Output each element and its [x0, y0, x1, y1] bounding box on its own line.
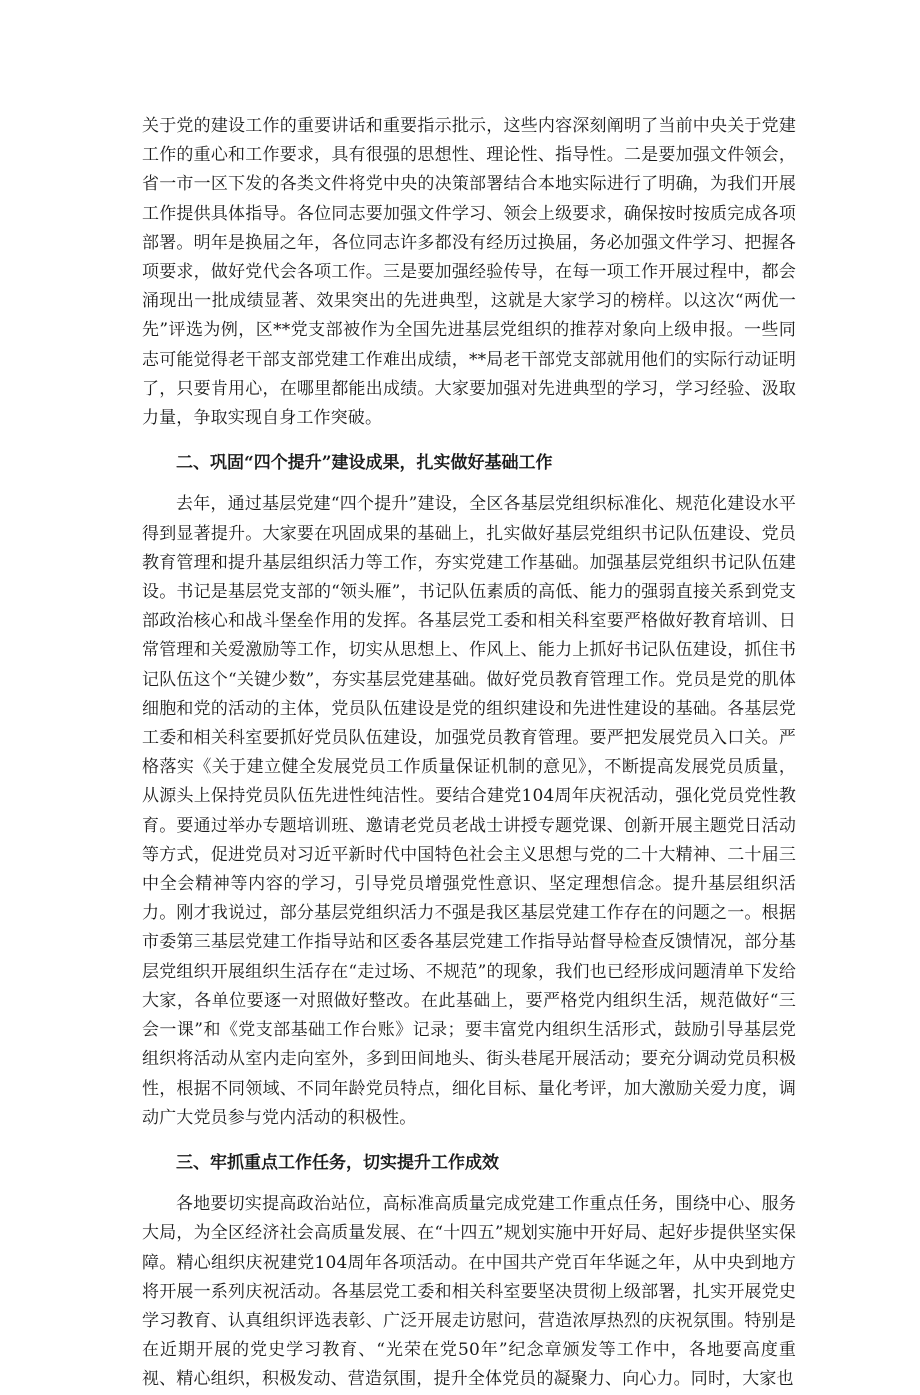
- document-page: [142, 112, 796, 1395]
- spacer: [142, 1178, 796, 1190]
- body-paragraph-3: 各地要切实提高政治站位，高标准高质量完成党建工作重点任务，围绕中心、服务大局，为全区经济社会高质量发展、在“十四五”规划实施中开好局、起好步提供坚实保障。精心组织庆祝建党104周年各项活动。在中国共产党百年华诞之年，从中央到地方将开展一系列庆祝活动。各基层党工委和相关科室要坚决贯彻上级部署，扎实开展党史学习教育、认真组织评选表彰、广泛开展走访慰问，营造浓厚热烈的庆祝氛围。特别是在近期开展的党史学习教育、“光荣在党50年”纪念章颁发等工作中，各地要高度重视、精心组织，积极发动、营造氛围，提升全体党员的凝聚力、向心力。同时，大家也: [142, 1194, 796, 1390]
- body-paragraph-1: 关于党的建设工作的重要讲话和重要指示批示，这些内容深刻阐明了当前中央关于党建工作的重心和工作要求，具有很强的思想性、理论性、指导性。二是要加强文件领会，省一市一区下发的各类文件将党中央的决策部署结合本地实际进行了明确，为我们开展工作提供具体指导。各位同志要加强文件学习、领会上级要求，确保按时按质完成各项部署。明年是换届之年，各位同志许多都没有经历过换届，务必加强文件学习、把握各项要求，做好党代会各项工作。三是要加强经验传导，在每一项工作开展过程中，都会涌现出一批成绩显著、效果突出的先进典型，这就是大家学习的榜样。以这次“两优一先”评选为例，区**党支部被作为全国先进基层党组织的推荐对象向上级申报。一些同志可能觉得老干部支部党建工作难出成绩，**局老干部党支部就用他们的实际行动证明了，只要肯用心，在哪里都能出成绩。大家要加强对先进典型的学习，学习经验、汲取力量，争取实现自身工作突破。: [142, 116, 796, 429]
- spacer: [142, 1133, 796, 1149]
- section-heading-2: 二、巩固“四个提升”建设成果，扎实做好基础工作: [176, 453, 553, 474]
- spacer: [142, 433, 796, 449]
- section-heading-3: 三、牢抓重点工作任务，切实提升工作成效: [176, 1152, 499, 1173]
- spacer: [142, 478, 796, 490]
- body-paragraph-2: 去年，通过基层党建“四个提升”建设，全区各基层党组织标准化、规范化建设水平得到显著提升。大家要在巩固成果的基础上，扎实做好基层党组织书记队伍建设、党员教育管理和提升基层组织活力等工作，夯实党建工作基础。加强基层党组织书记队伍建设。书记是基层党支部的“领头雁”，书记队伍素质的高低、能力的强弱直接关系到党支部政治核心和战斗堡垒作用的发挥。各基层党工委和相关科室要严格做好教育培训、日常管理和关爱激励等工作，切实从思想上、作风上、能力上抓好书记队伍建设，抓住书记队伍这个“关键少数”，夯实基层党建基础。做好党员教育管理工作。党员是党的肌体细胞和党的活动的主体，党员队伍建设是党的组织建设和先进性建设的基础。各基层党工委和相关科室要抓好党员队伍建设，加强党员教育管理。要严把发展党员入口关。严格落实《关于建立健全发展党员工作质量保证机制的意见》，不断提高发展党员质量，从源头上保持党员队伍先进性纯洁性。要结合建党104周年庆祝活动，强化党员党性教育。要通过举办专题培训班、邀请老党员老战士讲授专题党课、创新开展主题党日活动等方式，促进党员对习近平新时代中国特色社会主义思想与党的二十大精神、二十届三中全会精神等内容的学习，引导党员增强党性意识、坚定理想信念。提升基层组织活力。刚才我说过，部分基层党组织活力不强是我区基层党建工作存在的问题之一。根据市委第三基层党建工作指导站和区委各基层党建工作指导站督导检查反馈情况，部分基层党组织开展组织生活存在“走过场、不规范”的现象，我们也已经形成问题清单下发给大家，各单位要逐一对照做好整改。在此基础上，要严格党内组织生活，规范做好“三会一课”和《党支部基础工作台账》记录；要丰富党内组织生活形式，鼓励引导基层党组织将活动从室内走向室外，多到田间地头、街头巷尾开展活动；要充分调动党员积极性，根据不同领域、不同年龄党员特点，细化目标、量化考评，加大激励关爱力度，调动广大党员参与党内活动的积极性。: [142, 494, 796, 1128]
